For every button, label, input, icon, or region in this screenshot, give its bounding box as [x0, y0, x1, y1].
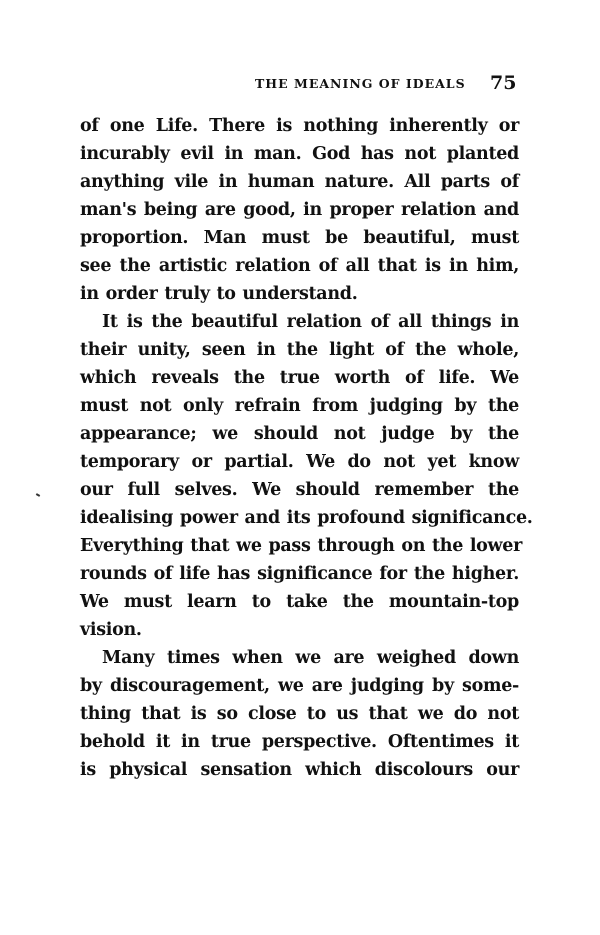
text-line: temporary or partial. We do not yet know — [80, 452, 519, 472]
text-line: It is the beautiful relation of all things in — [102, 312, 519, 332]
text-line: must not only refrain from judging by the — [80, 396, 519, 416]
text-line: by discouragement, we are judging by some- — [80, 676, 519, 696]
text-line: incurably evil in man. God has not planted — [80, 144, 519, 164]
running-title: THE MEANING OF IDEALS — [255, 76, 466, 91]
text-line: man's being are good, in proper relation and — [80, 200, 519, 220]
text-line: anything vile in human nature. All parts of — [80, 172, 519, 192]
text-line: idealising power and its profound significance. — [80, 508, 533, 528]
text-line: their unity, seen in the light of the whole, — [80, 340, 519, 360]
text-line: in order truly to understand. — [80, 284, 358, 304]
text-line: behold it in true perspective. Oftentimes it — [80, 732, 519, 752]
text-line: is physical sensation which discolours our — [80, 760, 519, 780]
text-line: We must learn to take the mountain-top — [80, 592, 519, 612]
text-line: Many times when we are weighed down — [102, 648, 519, 668]
text-line: of one Life. There is nothing inherently or — [80, 116, 519, 136]
text-line: vision. — [80, 620, 142, 640]
text-line: proportion. Man must be beautiful, must — [80, 228, 519, 248]
text-line: which reveals the true worth of life. We — [80, 368, 519, 388]
body-text — [80, 112, 533, 784]
text-line: our full selves. We should remember the — [80, 480, 519, 500]
text-line: rounds of life has significance for the higher. — [80, 564, 519, 584]
text-line: Everything that we pass through on the lower — [80, 536, 523, 556]
page-number: 75 — [490, 72, 517, 94]
text-line: see the artistic relation of all that is in him, — [80, 256, 519, 276]
scan-mark — [36, 493, 40, 497]
text-line: thing that is so close to us that we do not — [80, 704, 519, 724]
text-line: appearance; we should not judge by the — [80, 424, 519, 444]
